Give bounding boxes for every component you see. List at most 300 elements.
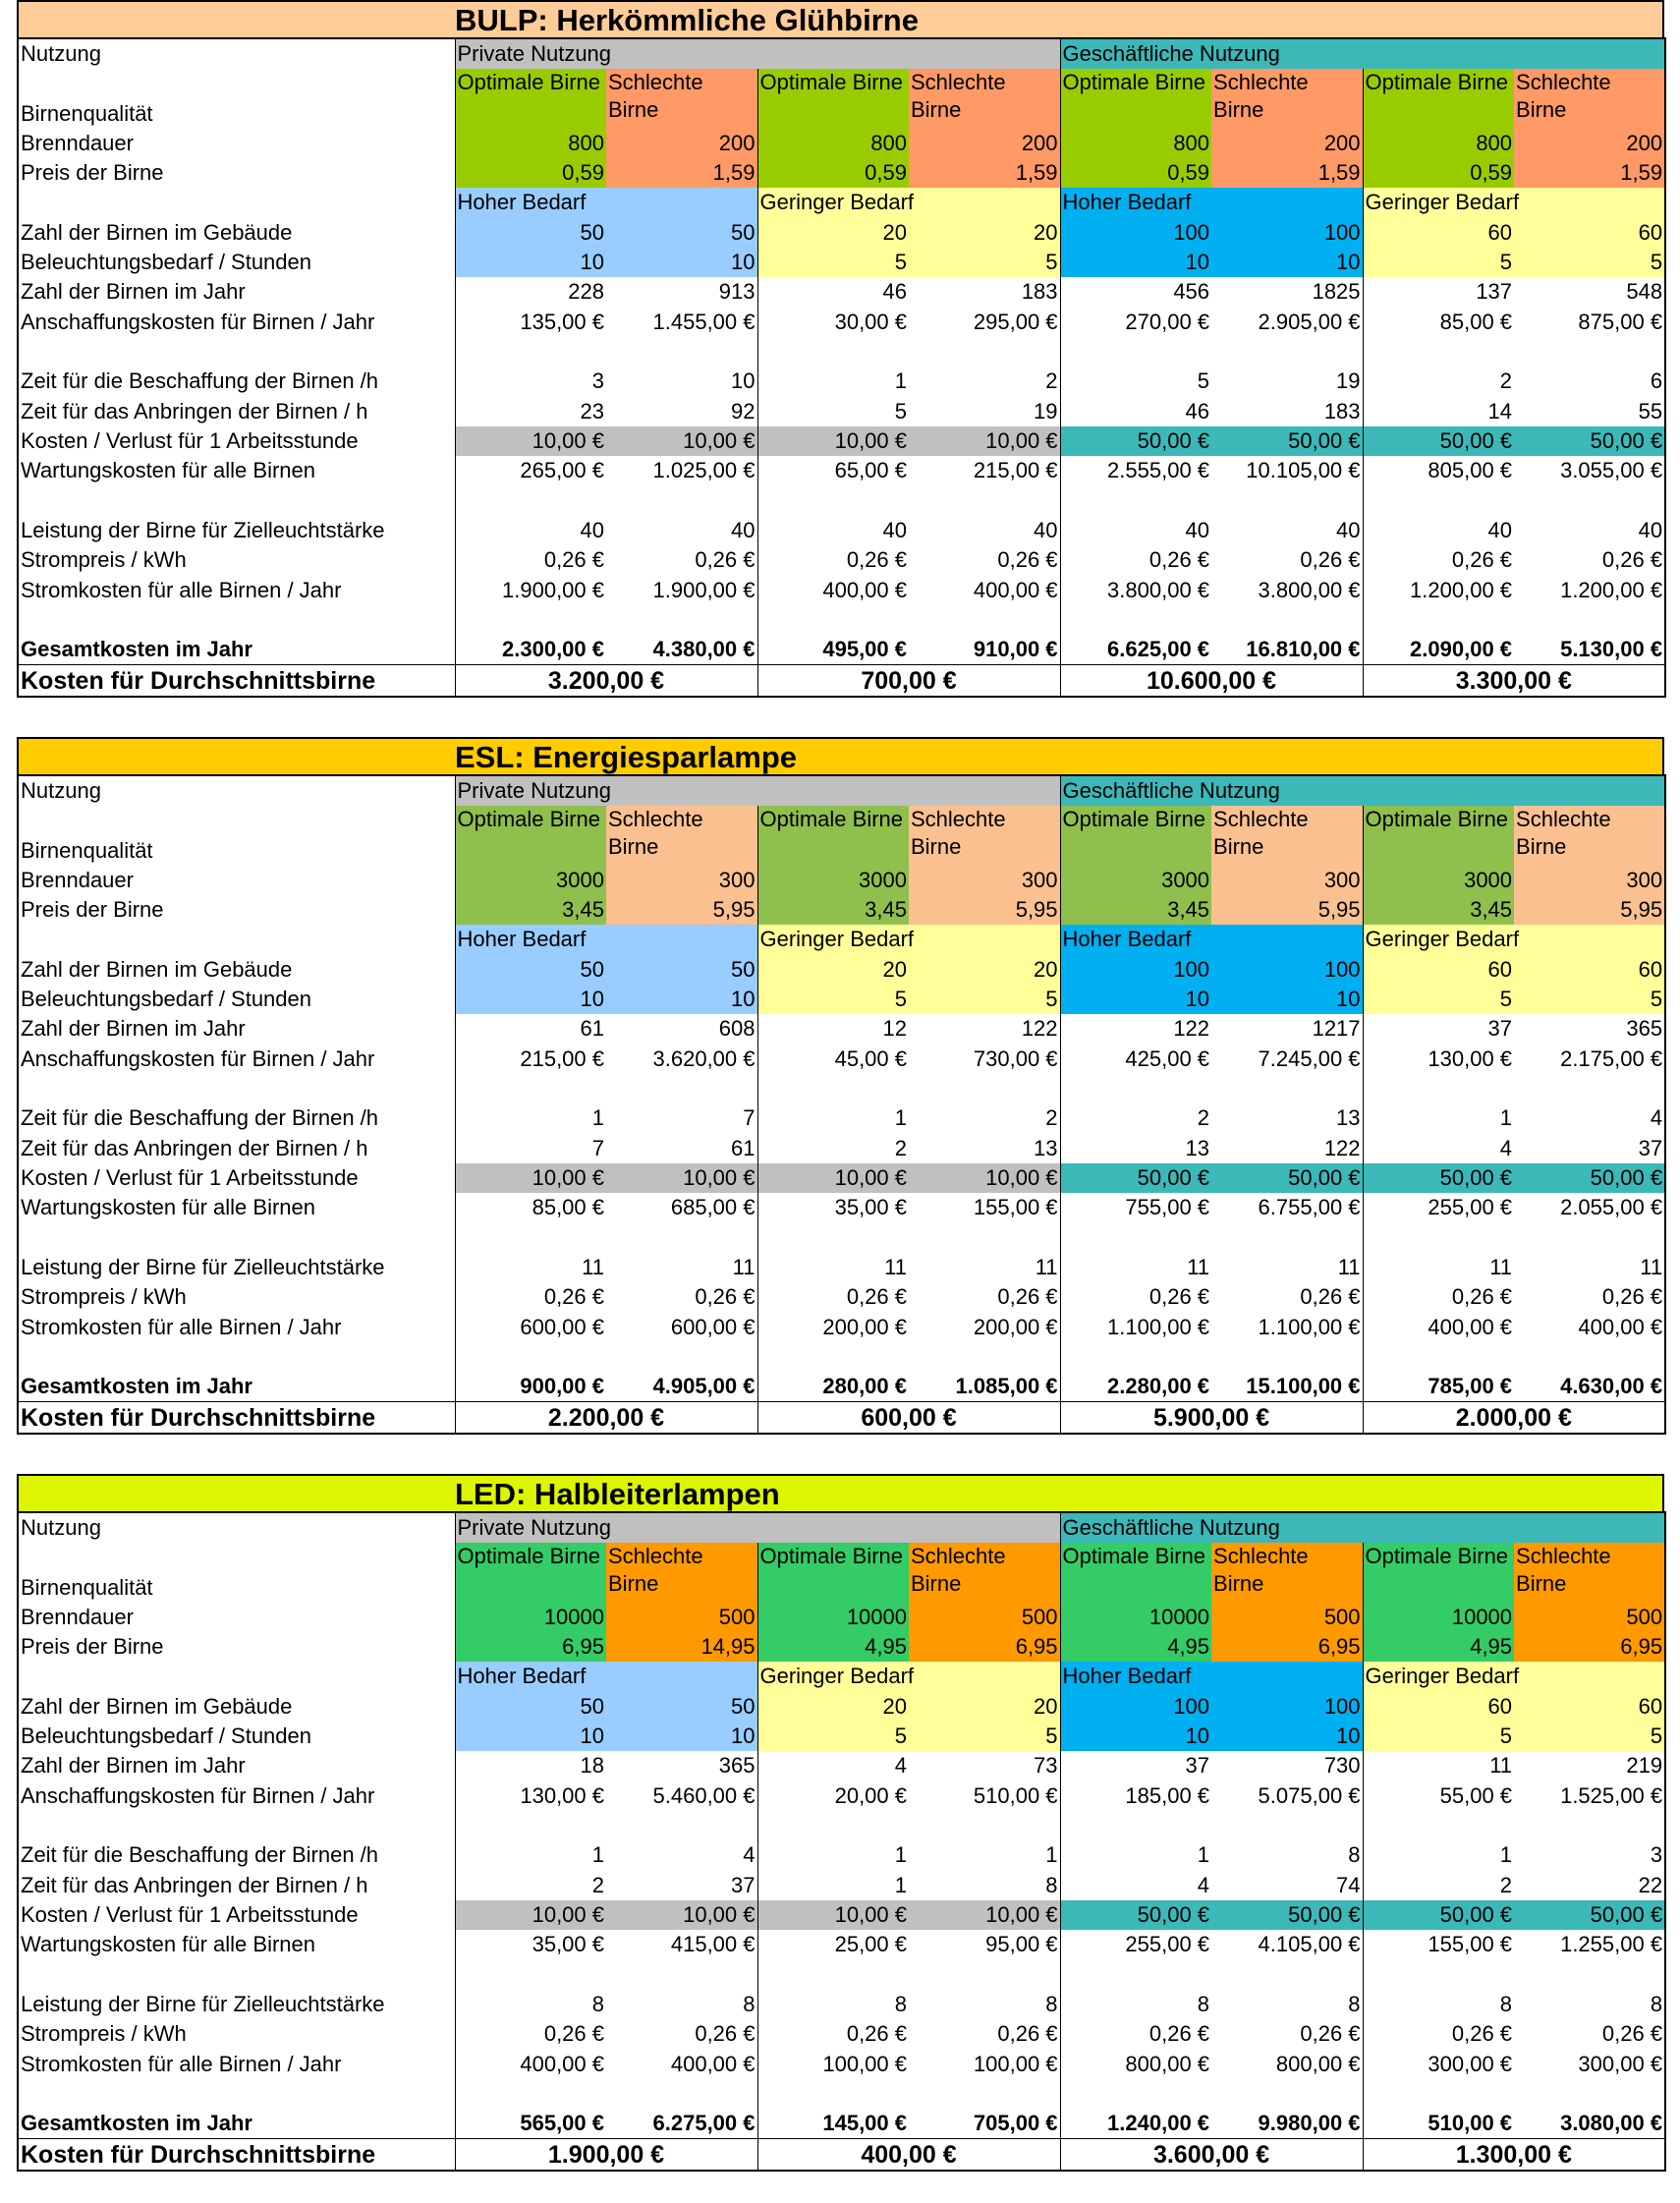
value-cell: 3,45 xyxy=(1363,895,1514,925)
value-cell: 10,00 € xyxy=(909,426,1060,456)
value-cell: 600,00 € xyxy=(520,1314,604,1339)
empty-cell xyxy=(1514,337,1665,367)
value-cell: 265,00 € xyxy=(520,458,604,483)
value-cell: 10 xyxy=(1211,985,1363,1014)
value-cell: 10000 xyxy=(1363,1602,1514,1631)
value-cell: 3,45 xyxy=(1060,895,1211,925)
average-cost: 400,00 € xyxy=(757,2139,1060,2171)
value-cell: 130,00 € xyxy=(1363,1044,1514,1073)
value-cell: 13 xyxy=(1060,1133,1211,1162)
value-cell: 5,95 xyxy=(1514,895,1665,925)
value-cell: 4.105,00 € xyxy=(1258,1932,1361,1957)
row-label: Anschaffungskosten für Birnen / Jahr xyxy=(18,1780,455,1810)
table-row xyxy=(18,1193,1665,1222)
empty-cell xyxy=(455,1074,606,1103)
empty-cell xyxy=(455,485,606,515)
row-label: Preis der Birne xyxy=(18,1632,455,1662)
row-label xyxy=(18,925,455,954)
value-cell: 5.075,00 € xyxy=(1258,1782,1361,1808)
row-label: Kosten / Verlust für 1 Arbeitsstunde xyxy=(18,1163,455,1193)
value-cell: 11 xyxy=(1363,1751,1514,1780)
value-cell: 50 xyxy=(606,217,757,247)
row-label: Kosten / Verlust für 1 Arbeitsstunde xyxy=(18,1900,455,1930)
value-cell: 40 xyxy=(731,517,756,542)
value-cell: 1,59 xyxy=(909,158,1060,188)
value-cell: 10,00 € xyxy=(606,426,757,456)
value-cell: 0,26 € xyxy=(1300,547,1361,573)
value-cell: 2 xyxy=(591,1872,604,1897)
table-row xyxy=(18,1044,1665,1073)
empty-cell xyxy=(1363,485,1514,515)
table-row xyxy=(18,865,1665,894)
row-label xyxy=(18,188,455,217)
value-cell: 300 xyxy=(1211,865,1363,894)
value-cell: 50 xyxy=(606,1691,757,1721)
value-cell: 5 xyxy=(757,248,909,277)
value-cell: 200 xyxy=(1514,128,1665,157)
row-label: Preis der Birne xyxy=(18,895,455,925)
value-cell: 23 xyxy=(580,398,604,424)
value-cell: 228 xyxy=(568,279,604,305)
table-row xyxy=(18,1074,1665,1103)
header-private: Private Nutzung xyxy=(455,775,1060,806)
value-cell: 1.100,00 € xyxy=(1060,1312,1211,1341)
empty-cell xyxy=(1363,2079,1514,2109)
table-row xyxy=(18,806,1665,865)
value-cell: 3000 xyxy=(1363,865,1514,894)
row-label: Anschaffungskosten für Birnen / Jahr xyxy=(18,1044,455,1073)
value-cell: 6.625,00 € xyxy=(1060,635,1211,665)
empty-cell xyxy=(455,1342,606,1372)
row-label: Kosten für Durchschnittsbirne xyxy=(18,1402,455,1434)
value-cell: 25,00 € xyxy=(757,1930,909,1959)
value-cell: 15.100,00 € xyxy=(1246,1374,1361,1399)
quality-optimal: Optimale Birne xyxy=(1060,1543,1211,1602)
empty-cell xyxy=(1211,1811,1363,1840)
value-cell: 30,00 € xyxy=(757,307,909,336)
value-cell: 510,00 € xyxy=(973,1782,1058,1808)
empty-cell xyxy=(606,485,757,515)
value-cell: 2 xyxy=(1045,1105,1058,1131)
table-row xyxy=(18,277,1665,307)
table-row xyxy=(18,545,1665,575)
table-row xyxy=(18,1253,1665,1282)
value-cell: 0,26 € xyxy=(543,547,604,573)
value-cell: 145,00 € xyxy=(757,2109,909,2139)
value-cell: 255,00 € xyxy=(1060,1930,1211,1959)
value-cell: 5 xyxy=(1363,985,1514,1014)
table-row xyxy=(18,635,1665,665)
value-cell: 10 xyxy=(455,985,606,1014)
value-cell: 4.380,00 € xyxy=(652,637,756,662)
value-cell: 4 xyxy=(743,1842,756,1868)
value-cell: 500 xyxy=(909,1602,1060,1631)
empty-cell xyxy=(1060,1342,1211,1372)
row-label: Nutzung xyxy=(18,775,455,806)
value-cell: 4.630,00 € xyxy=(1560,1374,1663,1399)
value-cell: 11 xyxy=(732,1254,756,1279)
value-cell: 4 xyxy=(1363,1133,1514,1162)
empty-cell xyxy=(1060,1074,1211,1103)
value-cell: 10 xyxy=(606,1722,757,1751)
value-cell: 5 xyxy=(757,1722,909,1751)
value-cell: 13 xyxy=(1034,1135,1058,1160)
value-cell: 800,00 € xyxy=(1275,2051,1361,2076)
value-cell: 60 xyxy=(1514,217,1665,247)
empty-cell xyxy=(1060,485,1211,515)
value-cell: 0,26 € xyxy=(1060,2019,1211,2049)
value-cell: 500 xyxy=(1211,1602,1363,1631)
value-cell: 200,00 € xyxy=(973,1314,1058,1339)
quality-bad: Schlechte Birne xyxy=(1514,69,1665,128)
value-cell: 4 xyxy=(757,1751,909,1780)
value-cell: 0,59 xyxy=(455,158,606,188)
value-cell: 200 xyxy=(1211,128,1363,157)
empty-cell xyxy=(1211,1959,1363,1989)
value-cell: 45,00 € xyxy=(757,1044,909,1073)
value-cell: 0,26 € xyxy=(695,2021,756,2047)
value-cell: 40 xyxy=(1336,517,1361,542)
empty-cell xyxy=(1514,1074,1665,1103)
row-label: Zeit für die Beschaffung der Birnen /h xyxy=(18,1103,455,1133)
quality-bad: Schlechte Birne xyxy=(909,1543,1060,1602)
value-cell: 14 xyxy=(1363,396,1514,425)
value-cell: 5 xyxy=(1363,248,1514,277)
empty-cell xyxy=(1211,605,1363,635)
value-cell: 215,00 € xyxy=(520,1045,604,1071)
value-cell: 2 xyxy=(1363,367,1514,396)
value-cell: 5 xyxy=(1060,367,1211,396)
value-cell: 20 xyxy=(757,1691,909,1721)
value-cell: 1 xyxy=(591,1842,604,1868)
value-cell: 0,26 € xyxy=(1363,545,1514,575)
demand-low: Geringer Bedarf xyxy=(1363,188,1665,217)
empty-cell xyxy=(1363,337,1514,367)
demand-low: Geringer Bedarf xyxy=(757,188,1060,217)
demand-high: Hoher Bedarf xyxy=(455,188,757,217)
empty-cell xyxy=(757,1811,909,1840)
value-cell: 2 xyxy=(1045,368,1058,394)
value-cell: 2.280,00 € xyxy=(1060,1372,1211,1402)
empty-cell xyxy=(455,1222,606,1252)
empty-cell xyxy=(1060,2079,1211,2109)
row-label: Kosten / Verlust für 1 Arbeitsstunde xyxy=(18,426,455,456)
value-cell: 2.055,00 € xyxy=(1560,1195,1663,1220)
value-cell: 10 xyxy=(455,1722,606,1751)
row-label: Stromkosten für alle Birnen / Jahr xyxy=(18,1312,455,1341)
value-cell: 10 xyxy=(606,248,757,277)
value-cell: 785,00 € xyxy=(1363,1372,1514,1402)
quality-bad: Schlechte Birne xyxy=(1514,806,1665,865)
empty-cell xyxy=(1514,605,1665,635)
average-cost: 600,00 € xyxy=(757,1402,1060,1434)
value-cell: 3000 xyxy=(1060,865,1211,894)
quality-optimal: Optimale Birne xyxy=(455,1543,606,1602)
empty-cell xyxy=(757,1074,909,1103)
value-cell: 400,00 € xyxy=(973,577,1058,602)
value-cell: 55,00 € xyxy=(1363,1780,1514,1810)
value-cell: 50,00 € xyxy=(1514,426,1665,456)
row-label: Brenndauer xyxy=(18,1602,455,1631)
table-row xyxy=(18,217,1665,247)
row-label: Birnenqualität xyxy=(18,69,455,128)
value-cell: 3000 xyxy=(757,865,909,894)
empty-cell xyxy=(1363,1074,1514,1103)
value-cell: 122 xyxy=(1323,1135,1361,1160)
empty-cell xyxy=(606,1959,757,1989)
table-block xyxy=(17,1474,1664,2172)
value-cell: 400,00 € xyxy=(1578,1314,1663,1339)
demand-high: Hoher Bedarf xyxy=(1060,925,1363,954)
value-cell: 8 xyxy=(1348,1991,1361,2016)
value-cell: 85,00 € xyxy=(1363,307,1514,336)
row-label: Stromkosten für alle Birnen / Jahr xyxy=(18,575,455,604)
quality-bad: Schlechte Birne xyxy=(909,806,1060,865)
value-cell: 10 xyxy=(1060,248,1211,277)
table-row xyxy=(18,954,1665,984)
value-cell: 1.900,00 € xyxy=(502,577,604,602)
row-label: Kosten für Durchschnittsbirne xyxy=(18,2139,455,2171)
table-row xyxy=(18,1014,1665,1044)
value-cell: 800 xyxy=(1060,128,1211,157)
value-cell: 0,26 € xyxy=(543,2021,604,2047)
value-cell: 10,00 € xyxy=(909,1163,1060,1193)
quality-bad: Schlechte Birne xyxy=(606,69,757,128)
value-cell: 60 xyxy=(1363,954,1514,984)
value-cell: 8 xyxy=(1060,1990,1211,2019)
value-cell: 280,00 € xyxy=(757,1372,909,1402)
value-cell: 55 xyxy=(1638,398,1663,424)
value-cell: 40 xyxy=(757,516,909,545)
value-cell: 8 xyxy=(757,1990,909,2019)
value-cell: 50,00 € xyxy=(1211,426,1363,456)
empty-cell xyxy=(1363,1811,1514,1840)
value-cell: 50 xyxy=(606,954,757,984)
value-cell: 3,45 xyxy=(455,895,606,925)
table-row xyxy=(18,158,1665,188)
quality-bad: Schlechte Birne xyxy=(606,806,757,865)
empty-cell xyxy=(1363,605,1514,635)
value-cell: 200 xyxy=(606,128,757,157)
value-cell: 50,00 € xyxy=(1363,426,1514,456)
row-label: Wartungskosten für alle Birnen xyxy=(18,1193,455,1222)
header-business: Geschäftliche Nutzung xyxy=(1060,775,1665,806)
value-cell: 200 xyxy=(909,128,1060,157)
value-cell: 22 xyxy=(1638,1872,1663,1897)
table-row xyxy=(18,367,1665,396)
value-cell: 4,95 xyxy=(1060,1632,1211,1662)
row-label: Wartungskosten für alle Birnen xyxy=(18,1930,455,1959)
row-label: Beleuchtungsbedarf / Stunden xyxy=(18,1722,455,1751)
value-cell: 11 xyxy=(757,1253,909,1282)
row-label: Gesamtkosten im Jahr xyxy=(18,635,455,665)
row-label: Leistung der Birne für Zielleuchtstärke xyxy=(18,1253,455,1282)
row-label xyxy=(18,2079,455,2109)
empty-cell xyxy=(757,2079,909,2109)
quality-optimal: Optimale Birne xyxy=(757,69,909,128)
quality-optimal: Optimale Birne xyxy=(1060,806,1211,865)
value-cell: 0,26 € xyxy=(543,1284,604,1310)
value-cell: 0,59 xyxy=(757,158,909,188)
empty-cell xyxy=(909,1959,1060,1989)
demand-low: Geringer Bedarf xyxy=(757,1662,1060,1691)
value-cell: 1 xyxy=(1363,1840,1514,1870)
row-label: Kosten für Durchschnittsbirne xyxy=(18,665,455,697)
demand-low: Geringer Bedarf xyxy=(1363,925,1665,954)
value-cell: 805,00 € xyxy=(1363,456,1514,485)
row-label xyxy=(18,1222,455,1252)
value-cell: 0,59 xyxy=(1060,158,1211,188)
table-row xyxy=(18,2049,1665,2078)
value-cell: 155,00 € xyxy=(973,1195,1058,1220)
value-cell: 100,00 € xyxy=(973,2051,1058,2076)
value-cell: 100 xyxy=(1211,1691,1363,1721)
value-cell: 6,95 xyxy=(909,1632,1060,1662)
value-cell: 10 xyxy=(1060,985,1211,1014)
quality-optimal: Optimale Birne xyxy=(455,806,606,865)
table-block xyxy=(17,0,1664,698)
table-row xyxy=(18,426,1665,456)
value-cell: 300 xyxy=(1514,865,1665,894)
quality-optimal: Optimale Birne xyxy=(455,69,606,128)
value-cell: 495,00 € xyxy=(757,635,909,665)
value-cell: 9.980,00 € xyxy=(1258,2111,1361,2136)
average-cost: 3.600,00 € xyxy=(1060,2139,1363,2171)
row-label: Nutzung xyxy=(18,1512,455,1543)
value-cell: 1 xyxy=(757,1870,909,1899)
table-row xyxy=(18,248,1665,277)
demand-high: Hoher Bedarf xyxy=(1060,188,1363,217)
value-cell: 10.105,00 € xyxy=(1246,458,1361,483)
quality-bad: Schlechte Birne xyxy=(1211,69,1363,128)
row-label: Strompreis / kWh xyxy=(18,2019,455,2049)
empty-cell xyxy=(909,1342,1060,1372)
value-cell: 1,59 xyxy=(606,158,757,188)
value-cell: 5,95 xyxy=(909,895,1060,925)
table-row xyxy=(18,1751,1665,1780)
value-cell: 10 xyxy=(1211,1722,1363,1751)
value-cell: 3.800,00 € xyxy=(1258,577,1361,602)
value-cell: 40 xyxy=(1034,517,1058,542)
table-row xyxy=(18,1543,1665,1602)
table-row xyxy=(18,516,1665,545)
value-cell: 12 xyxy=(757,1014,909,1044)
row-label xyxy=(18,1811,455,1840)
value-cell: 1,59 xyxy=(1514,158,1665,188)
row-label xyxy=(18,1662,455,1691)
table-row xyxy=(18,1900,1665,1930)
value-cell: 4,95 xyxy=(757,1632,909,1662)
table-row xyxy=(18,1691,1665,1721)
empty-cell xyxy=(909,2079,1060,2109)
row-label: Zahl der Birnen im Gebäude xyxy=(18,1691,455,1721)
table-row xyxy=(18,925,1665,954)
value-cell: 10000 xyxy=(455,1602,606,1631)
value-cell: 219 xyxy=(1626,1753,1663,1779)
empty-cell xyxy=(1514,2079,1665,2109)
row-label xyxy=(18,485,455,515)
row-label: Leistung der Birne für Zielleuchtstärke xyxy=(18,1990,455,2019)
value-cell: 3000 xyxy=(455,865,606,894)
value-cell: 1.025,00 € xyxy=(652,458,756,483)
value-cell: 11 xyxy=(1035,1254,1058,1279)
value-cell: 295,00 € xyxy=(973,309,1058,334)
value-cell: 800 xyxy=(455,128,606,157)
value-cell: 800 xyxy=(1363,128,1514,157)
value-cell: 730 xyxy=(1323,1753,1361,1779)
empty-cell xyxy=(1211,337,1363,367)
value-cell: 913 xyxy=(718,279,756,305)
empty-cell xyxy=(1211,2079,1363,2109)
value-cell: 60 xyxy=(1514,1691,1665,1721)
empty-cell xyxy=(1060,1811,1211,1840)
value-cell: 11 xyxy=(1640,1254,1663,1279)
table-row xyxy=(18,1840,1665,1870)
value-cell: 183 xyxy=(1021,279,1058,305)
value-cell: 5 xyxy=(757,985,909,1014)
value-cell: 400,00 € xyxy=(520,2051,604,2076)
value-cell: 5,95 xyxy=(606,895,757,925)
value-cell: 1217 xyxy=(1312,1016,1361,1042)
value-cell: 3,45 xyxy=(757,895,909,925)
table-row xyxy=(18,775,1665,806)
value-cell: 0,26 € xyxy=(757,545,909,575)
demand-high: Hoher Bedarf xyxy=(1060,1662,1363,1691)
empty-cell xyxy=(757,1222,909,1252)
value-cell: 18 xyxy=(580,1753,604,1779)
value-cell: 6,95 xyxy=(1211,1632,1363,1662)
value-cell: 1 xyxy=(757,1840,909,1870)
value-cell: 37 xyxy=(731,1872,756,1897)
value-cell: 10 xyxy=(731,368,756,394)
table-row xyxy=(18,1103,1665,1133)
value-cell: 1 xyxy=(1060,1840,1211,1870)
value-cell: 183 xyxy=(1323,398,1361,424)
row-label: Stromkosten für alle Birnen / Jahr xyxy=(18,2049,455,2078)
row-label: Preis der Birne xyxy=(18,158,455,188)
empty-cell xyxy=(909,1222,1060,1252)
table-row xyxy=(18,1780,1665,1810)
empty-cell xyxy=(757,337,909,367)
value-cell: 135,00 € xyxy=(520,309,604,334)
value-cell: 5 xyxy=(909,248,1060,277)
row-label: Zahl der Birnen im Jahr xyxy=(18,1014,455,1044)
value-cell: 1 xyxy=(591,1105,604,1131)
table-row xyxy=(18,1222,1665,1252)
value-cell: 13 xyxy=(1336,1105,1361,1131)
value-cell: 0,59 xyxy=(1363,158,1514,188)
value-cell: 400,00 € xyxy=(757,575,909,604)
average-cost: 2.000,00 € xyxy=(1363,1402,1665,1434)
empty-cell xyxy=(1060,337,1211,367)
row-label: Zahl der Birnen im Gebäude xyxy=(18,217,455,247)
value-cell: 755,00 € xyxy=(1060,1193,1211,1222)
row-label: Strompreis / kWh xyxy=(18,545,455,575)
value-cell: 900,00 € xyxy=(520,1374,604,1399)
value-cell: 0,26 € xyxy=(1060,1282,1211,1312)
value-cell: 4,95 xyxy=(1363,1632,1514,1662)
demand-high: Hoher Bedarf xyxy=(455,925,757,954)
value-cell: 50 xyxy=(455,1691,606,1721)
empty-cell xyxy=(1514,1959,1665,1989)
row-label: Zeit für das Anbringen der Birnen / h xyxy=(18,1870,455,1899)
value-cell: 608 xyxy=(718,1016,756,1042)
quality-optimal: Optimale Birne xyxy=(1363,1543,1514,1602)
value-cell: 20,00 € xyxy=(757,1780,909,1810)
average-cost: 5.900,00 € xyxy=(1060,1402,1363,1434)
value-cell: 65,00 € xyxy=(757,456,909,485)
cost-table xyxy=(17,37,1666,698)
